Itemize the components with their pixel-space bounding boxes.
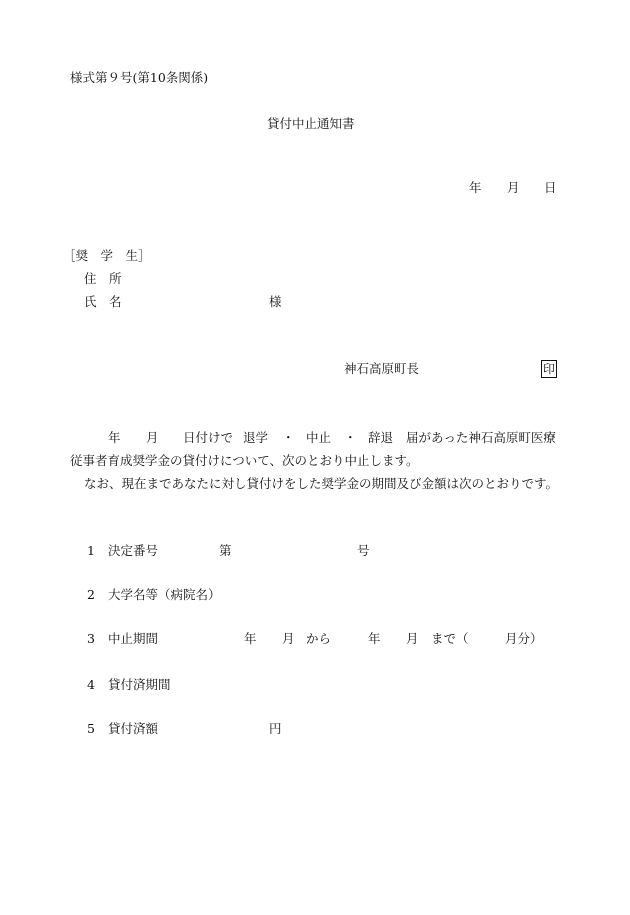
item-3-number: 3 bbox=[87, 631, 95, 646]
item-3-year-1: 年 bbox=[244, 631, 257, 646]
option-withdrawal: 退学 bbox=[243, 430, 269, 445]
issuer-name: 神石高原町長 bbox=[344, 361, 420, 376]
recipient-section-label: ［奨 学 生］ bbox=[63, 248, 151, 263]
item-3-months: 月分） bbox=[505, 631, 543, 646]
address-label: 住 所 bbox=[84, 271, 122, 286]
date-month: 月 bbox=[507, 180, 520, 195]
document-title: 貸付中止通知書 bbox=[267, 116, 355, 131]
item-4-label: 貸付済期間 bbox=[108, 677, 171, 692]
option-separator-2: ・ bbox=[344, 430, 357, 445]
name-label: 氏 名 bbox=[84, 294, 122, 309]
item-3-until: まで（ bbox=[431, 631, 469, 646]
form-number: 様式第９号(第10条関係) bbox=[70, 70, 209, 85]
item-4-number: 4 bbox=[87, 677, 95, 692]
body-line2: 従事者育成奨学金の貸付けについて、次のとおり中止します。 bbox=[70, 453, 419, 468]
item-1-number: 1 bbox=[87, 543, 95, 558]
item-3-month-1: 月 bbox=[282, 631, 295, 646]
date-day: 日 bbox=[544, 180, 557, 195]
body-day: 日付けで bbox=[183, 430, 234, 445]
body-line3: なお、現在まであなたに対し貸付けをした奨学金の期間及び金額は次のとおりです。 bbox=[84, 476, 559, 491]
body-month: 月 bbox=[146, 430, 159, 445]
item-2-label: 大学名等（病院名） bbox=[108, 587, 221, 602]
body-year: 年 bbox=[108, 430, 121, 445]
item-5-unit: 円 bbox=[269, 721, 282, 736]
honorific: 様 bbox=[269, 294, 282, 309]
item-5-label: 貸付済額 bbox=[108, 721, 159, 736]
item-3-from: から bbox=[306, 631, 332, 646]
item-3-month-2: 月 bbox=[406, 631, 419, 646]
date-year: 年 bbox=[469, 180, 482, 195]
item-1-prefix: 第 bbox=[219, 543, 232, 558]
option-decline: 辞退 bbox=[368, 430, 394, 445]
item-1-label: 決定番号 bbox=[108, 543, 159, 558]
option-suspension: 中止 bbox=[306, 430, 332, 445]
item-1-suffix: 号 bbox=[357, 543, 370, 558]
option-separator-1: ・ bbox=[282, 430, 295, 445]
item-5-number: 5 bbox=[87, 721, 95, 736]
body-line1-tail: 届があった神石高原町医療 bbox=[406, 430, 556, 445]
item-2-number: 2 bbox=[87, 587, 95, 602]
seal-mark: 印 bbox=[543, 362, 556, 376]
item-3-year-2: 年 bbox=[368, 631, 381, 646]
item-3-label: 中止期間 bbox=[108, 631, 159, 646]
